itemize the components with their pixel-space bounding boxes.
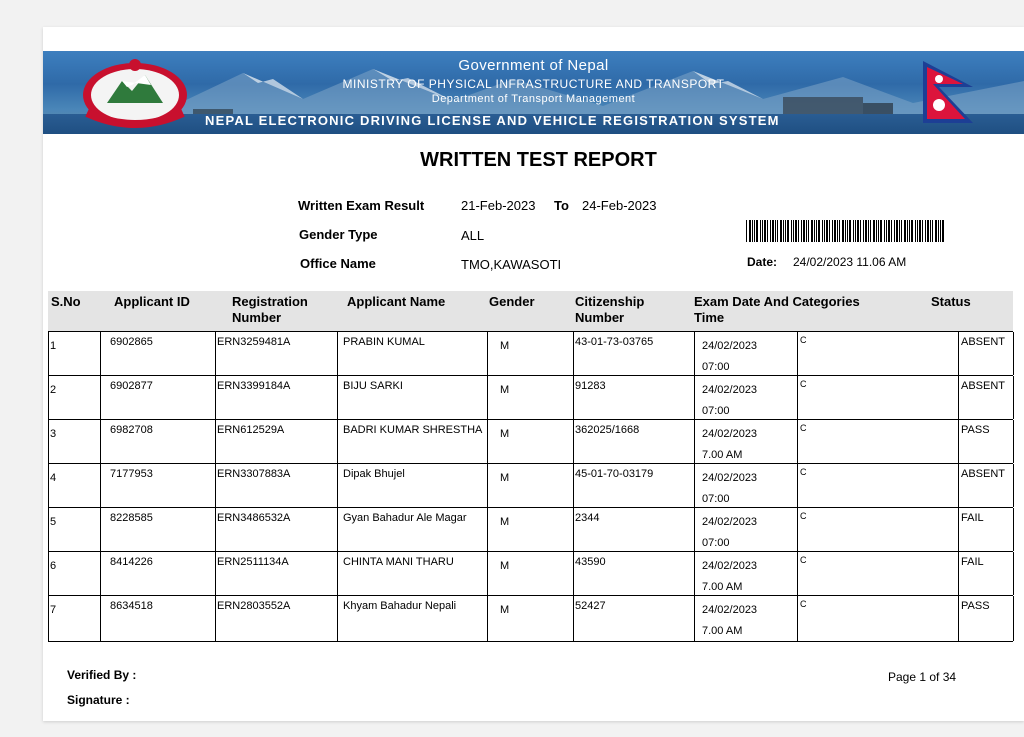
barcode-bar (785, 220, 786, 242)
cell-category: C (798, 332, 959, 375)
gender-type-value: ALL (461, 228, 485, 243)
cell-applicant-name: Dipak Bhujel (338, 464, 488, 507)
cell-exam-date-time (695, 376, 798, 419)
barcode-bar (935, 220, 937, 242)
exam-date: 24/02/2023 (702, 560, 758, 572)
header-status: Status (931, 294, 971, 309)
barcode-bar (884, 220, 885, 242)
barcode-bar (801, 220, 802, 242)
cell-category: C (798, 552, 959, 595)
department-title: Department of Transport Management (431, 93, 636, 105)
barcode-bar (855, 220, 856, 242)
barcode-bar (891, 220, 892, 242)
table-row (49, 596, 1013, 642)
table-row (49, 464, 1013, 508)
table-row (49, 332, 1013, 376)
barcode-bar (911, 220, 913, 242)
barcode-bar (795, 220, 797, 242)
barcode-bar (896, 220, 898, 242)
barcode-bar (818, 220, 820, 242)
office-name-label: Office Name (300, 256, 376, 271)
barcode-bar (770, 220, 771, 242)
table-header (48, 291, 1013, 331)
barcode-bar (775, 220, 776, 242)
cell-exam-date-time (695, 464, 798, 507)
cell-status: PASS (959, 596, 1014, 641)
header-citizenship-line2: Number (575, 310, 625, 325)
cell-category: C (798, 420, 959, 463)
cell-registration: ERN3486532A (216, 508, 338, 551)
header-citizenship-line1: Citizenship (575, 294, 645, 309)
barcode-bar (863, 220, 864, 242)
cell-applicant-id: 8228585 (101, 508, 216, 551)
cell-exam-date-time (695, 596, 798, 641)
barcode-bar (787, 220, 789, 242)
cell-gender: M (488, 332, 574, 375)
barcode-bar (886, 220, 887, 242)
barcode-icon (746, 220, 945, 242)
cell-category: C (798, 596, 959, 641)
cell-citizenship: 91283 (574, 376, 695, 419)
cell-gender: M (488, 552, 574, 595)
barcode-bar (942, 220, 944, 242)
barcode-bar (752, 220, 753, 242)
government-title: Government of Nepal (458, 57, 609, 74)
exam-time: 07:00 (702, 405, 730, 417)
office-name-value: TMO,KAWASOTI (461, 257, 562, 272)
cell-registration: ERN612529A (216, 420, 338, 463)
barcode-bar (922, 220, 923, 242)
header-exam (694, 294, 860, 326)
barcode-bar (780, 220, 782, 242)
nepal-flag-icon (917, 57, 987, 127)
barcode-bar (791, 220, 792, 242)
cell-category: C (798, 376, 959, 419)
barcode-bar (822, 220, 823, 242)
header-banner (43, 51, 1024, 134)
barcode-bar (909, 220, 910, 242)
cell-status: ABSENT (959, 376, 1014, 419)
barcode-bar (749, 220, 751, 242)
barcode-bar (839, 220, 840, 242)
barcode-bar (829, 220, 830, 242)
cell-registration: ERN3307883A (216, 464, 338, 507)
cell-citizenship: 43590 (574, 552, 695, 595)
to-label: To (554, 198, 569, 213)
table-row (49, 376, 1013, 420)
barcode-bar (938, 220, 939, 242)
cell-citizenship: 43-01-73-03765 (574, 332, 695, 375)
barcode-bar (873, 220, 875, 242)
cell-applicant-id: 7177953 (101, 464, 216, 507)
ministry-title: MINISTRY OF PHYSICAL INFRASTRUCTURE AND TRANSPORT (342, 77, 725, 91)
cell-gender: M (488, 464, 574, 507)
barcode-bar (880, 220, 882, 242)
barcode-bar (806, 220, 807, 242)
barcode-bar (894, 220, 895, 242)
barcode-bar (772, 220, 774, 242)
cell-gender: M (488, 596, 574, 641)
cell-sno: 1 (49, 332, 101, 375)
cell-applicant-name: PRABIN KUMAL (338, 332, 488, 375)
header-applicant-id: Applicant ID (114, 294, 190, 309)
barcode-bar (930, 220, 931, 242)
page-number: Page 1 of 34 (888, 670, 957, 684)
header-sno: S.No (51, 294, 81, 309)
barcode-bar (853, 220, 854, 242)
header-applicant-name: Applicant Name (347, 294, 446, 309)
cell-applicant-id: 6982708 (101, 420, 216, 463)
barcode-bar (746, 220, 747, 242)
barcode-bar (925, 220, 926, 242)
header-registration-line1: Registration (232, 294, 308, 309)
results-table (48, 331, 1013, 642)
cell-applicant-name: Gyan Bahadur Ale Magar (338, 508, 488, 551)
barcode-bar (777, 220, 778, 242)
barcode-bar (876, 220, 877, 242)
barcode-bar (870, 220, 871, 242)
barcode-bar (932, 220, 933, 242)
system-title: NEPAL ELECTRONIC DRIVING LICENSE AND VEHICLE REGISTRATION SYSTEM (205, 113, 780, 128)
barcode-bar (824, 220, 825, 242)
exam-time: 7.00 AM (702, 449, 743, 461)
gender-type-label: Gender Type (299, 227, 378, 242)
barcode-bar (793, 220, 794, 242)
cell-applicant-id: 6902865 (101, 332, 216, 375)
barcode-bar (888, 220, 890, 242)
cell-citizenship: 2344 (574, 508, 695, 551)
barcode-bar (842, 220, 844, 242)
barcode-bar (901, 220, 902, 242)
cell-registration: ERN2803552A (216, 596, 338, 641)
table-row (49, 420, 1013, 464)
cell-sno: 4 (49, 464, 101, 507)
cell-exam-date-time (695, 420, 798, 463)
barcode-bar (754, 220, 755, 242)
cell-applicant-id: 8414226 (101, 552, 216, 595)
barcode-bar (927, 220, 929, 242)
cell-category: C (798, 464, 959, 507)
exam-date: 24/02/2023 (702, 604, 758, 616)
cell-gender: M (488, 508, 574, 551)
cell-applicant-name: Khyam Bahadur Nepali (338, 596, 488, 641)
barcode-bar (764, 220, 766, 242)
cell-applicant-name: BADRI KUMAR SHRESTHA (338, 420, 488, 463)
barcode-bar (803, 220, 805, 242)
exam-time: 7.00 AM (702, 581, 743, 593)
barcode-bar (837, 220, 838, 242)
barcode-bar (915, 220, 916, 242)
cell-status: PASS (959, 420, 1014, 463)
exam-time: 07:00 (702, 361, 730, 373)
barcode-bar (904, 220, 906, 242)
cell-registration: ERN3259481A (216, 332, 338, 375)
barcode-bar (762, 220, 763, 242)
cell-citizenship: 362025/1668 (574, 420, 695, 463)
cell-exam-date-time (695, 552, 798, 595)
barcode-bar (756, 220, 758, 242)
barcode-bar (845, 220, 846, 242)
exam-date: 24/02/2023 (702, 516, 758, 528)
barcode-bar (808, 220, 809, 242)
barcode-bar (814, 220, 815, 242)
exam-time: 07:00 (702, 493, 730, 505)
barcode-bar (919, 220, 921, 242)
barcode-bar (940, 220, 941, 242)
cell-applicant-name: BIJU SARKI (338, 376, 488, 419)
header-registration-line2: Number (232, 310, 282, 325)
exam-date: 24/02/2023 (702, 428, 758, 440)
cell-status: ABSENT (959, 464, 1014, 507)
cell-exam-date-time (695, 332, 798, 375)
cell-sno: 6 (49, 552, 101, 595)
barcode-bar (907, 220, 908, 242)
barcode-bar (816, 220, 817, 242)
table-row (49, 508, 1013, 552)
barcode-bar (860, 220, 861, 242)
report-title: WRITTEN TEST REPORT (420, 149, 657, 171)
report-page (43, 27, 1024, 721)
barcode-bar (899, 220, 900, 242)
cell-sno: 2 (49, 376, 101, 419)
header-gender: Gender (489, 294, 535, 309)
exam-time: 7.00 AM (702, 625, 743, 637)
barcode-bar (878, 220, 879, 242)
exam-date: 24/02/2023 (702, 384, 758, 396)
cell-sno: 7 (49, 596, 101, 641)
cell-sno: 5 (49, 508, 101, 551)
exam-result-label: Written Exam Result (298, 198, 425, 213)
signature-label: Signature : (67, 693, 130, 707)
cell-status: FAIL (959, 508, 1014, 551)
header-exam-line1: Exam Date And Categories (694, 294, 860, 309)
exam-time: 07:00 (702, 537, 730, 549)
table-row (49, 552, 1013, 596)
barcode-bar (760, 220, 761, 242)
barcode-bar (798, 220, 799, 242)
cell-exam-date-time (695, 508, 798, 551)
cell-citizenship: 45-01-70-03179 (574, 464, 695, 507)
barcode-bar (832, 220, 833, 242)
header-registration (232, 294, 308, 326)
header-citizenship (575, 294, 644, 326)
barcode-bar (857, 220, 859, 242)
cell-category: C (798, 508, 959, 551)
barcode-bar (917, 220, 918, 242)
cell-sno: 3 (49, 420, 101, 463)
barcode-bar (849, 220, 851, 242)
date-to: 24-Feb-2023 (582, 198, 657, 213)
cell-applicant-id: 6902877 (101, 376, 216, 419)
barcode-bar (826, 220, 828, 242)
barcode-bar (834, 220, 836, 242)
exam-date: 24/02/2023 (702, 472, 758, 484)
cell-gender: M (488, 376, 574, 419)
cell-status: ABSENT (959, 332, 1014, 375)
barcode-bar (847, 220, 848, 242)
cell-applicant-id: 8634518 (101, 596, 216, 641)
cell-registration: ERN3399184A (216, 376, 338, 419)
barcode-bar (865, 220, 867, 242)
header-exam-line2: Time (694, 310, 725, 325)
barcode-bar (868, 220, 869, 242)
cell-applicant-name: CHINTA MANI THARU (338, 552, 488, 595)
barcode-bar (811, 220, 813, 242)
exam-date: 24/02/2023 (702, 340, 758, 352)
barcode-bar (783, 220, 784, 242)
barcode-bar (767, 220, 768, 242)
verified-by-label: Verified By : (67, 668, 137, 682)
cell-gender: M (488, 420, 574, 463)
date-label: Date: (747, 255, 778, 269)
cell-citizenship: 52427 (574, 596, 695, 641)
date-from: 21-Feb-2023 (461, 198, 536, 213)
cell-status: FAIL (959, 552, 1014, 595)
printed-date: 24/02/2023 11.06 AM (793, 255, 907, 269)
cell-registration: ERN2511134A (216, 552, 338, 595)
